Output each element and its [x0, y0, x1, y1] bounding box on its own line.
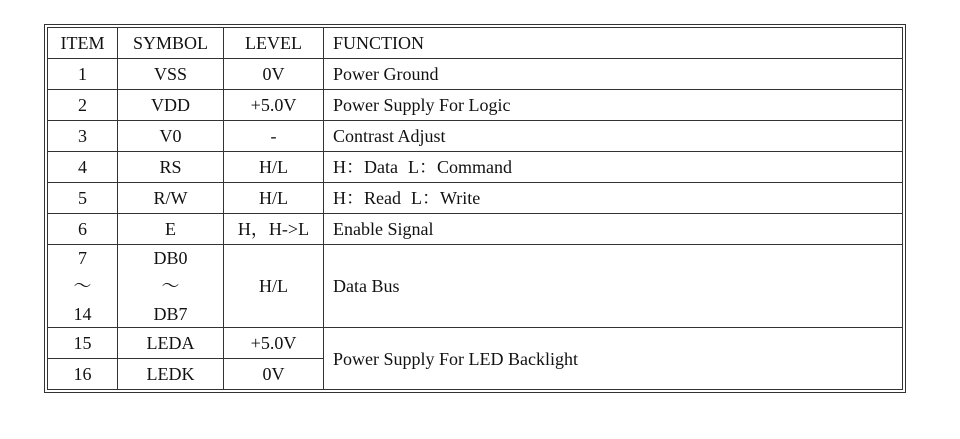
cell-symbol: RS	[118, 152, 224, 183]
header-symbol: SYMBOL	[118, 28, 224, 59]
cell-item-range	[48, 245, 118, 328]
cell-function: Power Ground	[324, 59, 903, 90]
cell-symbol: LEDK	[118, 359, 224, 390]
cell-level: 0V	[224, 59, 324, 90]
cell-level: H/L	[224, 152, 324, 183]
table-row	[48, 183, 903, 214]
table-row	[48, 152, 903, 183]
item-range-end: 14	[73, 304, 92, 324]
cell-level: H/L	[224, 245, 324, 328]
table-row-data-bus	[48, 245, 903, 328]
pin-table	[47, 27, 903, 390]
table-row	[48, 90, 903, 121]
cell-function: Power Supply For LED Backlight	[324, 328, 903, 390]
cell-item: 4	[48, 152, 118, 183]
pin-table-frame	[44, 24, 906, 393]
cell-function: Enable Signal	[324, 214, 903, 245]
cell-level: 0V	[224, 359, 324, 390]
cell-item: 5	[48, 183, 118, 214]
table-row	[48, 328, 903, 359]
header-item: ITEM	[48, 28, 118, 59]
cell-level: H，H->L	[224, 214, 324, 245]
cell-item: 16	[48, 359, 118, 390]
symbol-range-start: DB0	[153, 248, 188, 268]
cell-item: 2	[48, 90, 118, 121]
table-row	[48, 121, 903, 152]
item-range-start: 7	[78, 248, 87, 268]
cell-symbol: VDD	[118, 90, 224, 121]
item-range-sep: ～	[73, 276, 92, 296]
cell-function: Contrast Adjust	[324, 121, 903, 152]
cell-item: 15	[48, 328, 118, 359]
function-low: L：Write	[410, 188, 481, 208]
table-row	[48, 214, 903, 245]
symbol-range-sep: ～	[161, 276, 180, 296]
cell-symbol: E	[118, 214, 224, 245]
cell-symbol-range	[118, 245, 224, 328]
cell-function	[324, 183, 903, 214]
cell-item: 6	[48, 214, 118, 245]
cell-level: -	[224, 121, 324, 152]
cell-level: +5.0V	[224, 90, 324, 121]
cell-symbol: LEDA	[118, 328, 224, 359]
table-header-row	[48, 28, 903, 59]
function-high: H：Data	[333, 157, 398, 177]
function-low: L：Command	[407, 157, 512, 177]
symbol-range-end: DB7	[153, 304, 188, 324]
header-level: LEVEL	[224, 28, 324, 59]
table-row	[48, 59, 903, 90]
cell-symbol: VSS	[118, 59, 224, 90]
cell-level: H/L	[224, 183, 324, 214]
header-function: FUNCTION	[324, 28, 903, 59]
cell-function	[324, 152, 903, 183]
cell-function: Data Bus	[324, 245, 903, 328]
function-high: H：Read	[333, 188, 401, 208]
cell-symbol: R/W	[118, 183, 224, 214]
cell-item: 1	[48, 59, 118, 90]
cell-symbol: V0	[118, 121, 224, 152]
cell-function: Power Supply For Logic	[324, 90, 903, 121]
cell-item: 3	[48, 121, 118, 152]
cell-level: +5.0V	[224, 328, 324, 359]
